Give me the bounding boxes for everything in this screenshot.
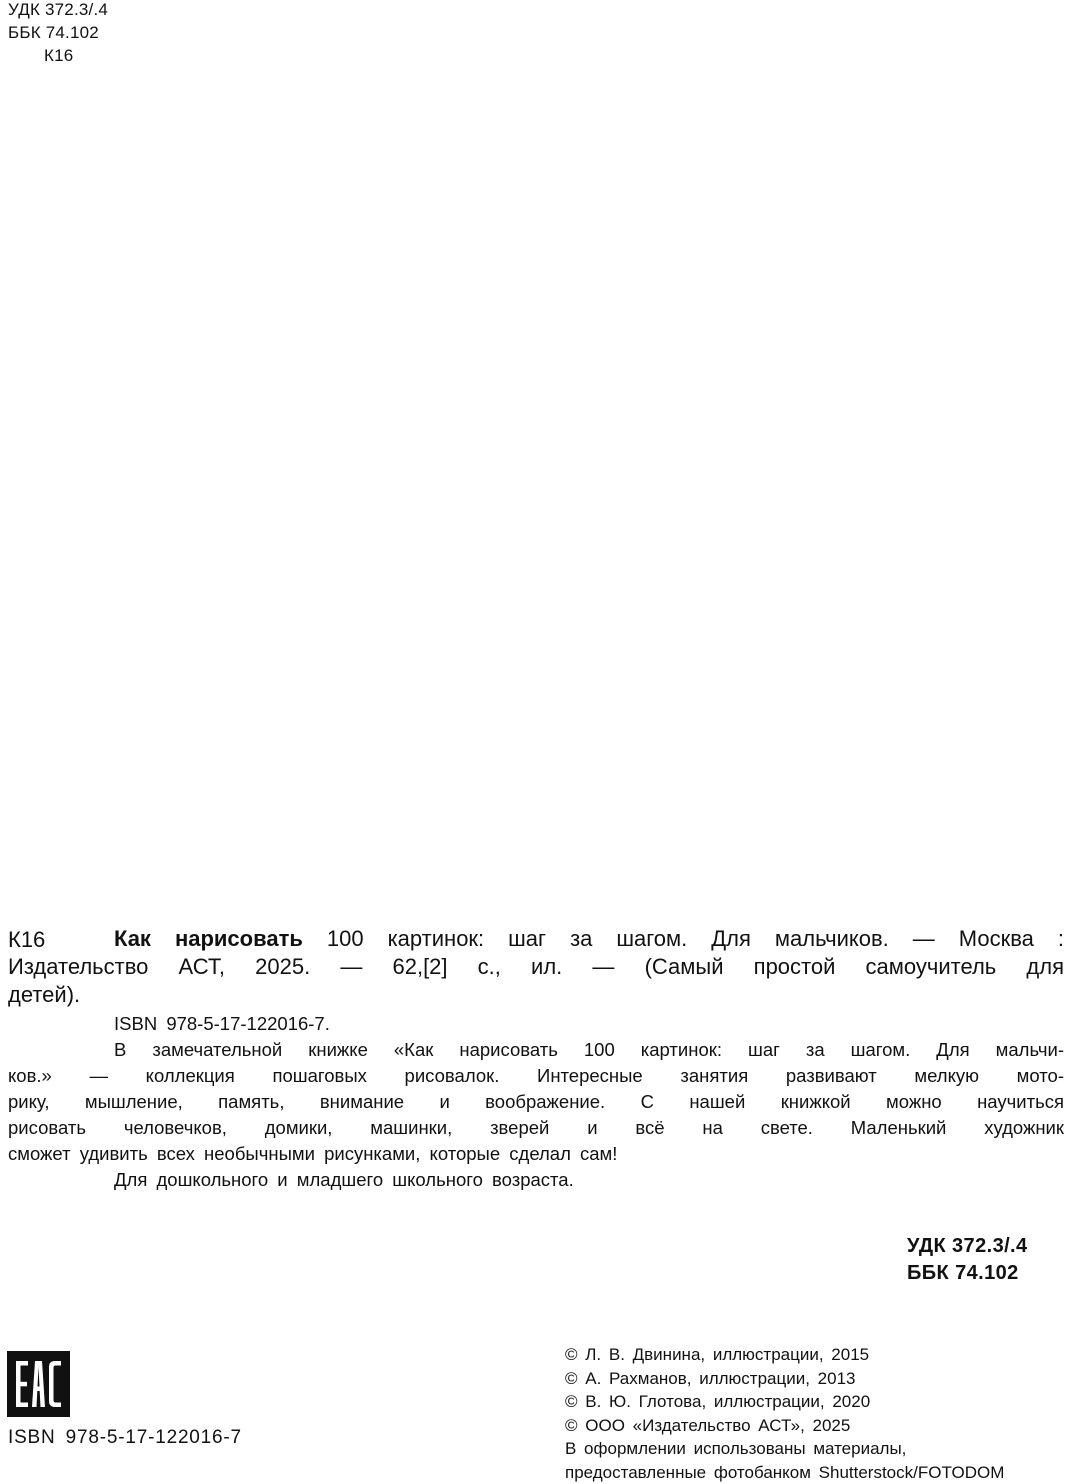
copyright-block: [565, 1343, 1065, 1484]
copyright-line: © В. Ю. Глотова, иллюстрации, 2020: [565, 1390, 1065, 1414]
copyright-line: В оформлении использованы материалы,: [565, 1437, 1065, 1461]
bib-line-2: Издательство АСТ, 2025. — 62,[2] с., ил. — (Самый простой самоучитель для: [8, 953, 1064, 981]
copyright-line: © Л. В. Двинина, иллюстрации, 2015: [565, 1343, 1065, 1367]
copyright-line: © А. Рахманов, иллюстрации, 2013: [565, 1367, 1065, 1391]
bib-line-3: детей).: [8, 981, 1064, 1009]
bibliographic-record: [114, 925, 1064, 1009]
top-classification-codes: [8, 0, 108, 67]
isbn-paragraph: [114, 1011, 1064, 1037]
isbn-bottom: ISBN 978-5-17-122016-7: [8, 1426, 242, 1450]
copyright-line: предоставленные фотобанком Shutterstock/FOTODOM: [565, 1461, 1065, 1484]
bbk-code: ББК 74.102: [907, 1260, 1028, 1287]
description-line-1: В замечательной книжке «Как нарисовать 100 картинок: шаг за шагом. Для мальчи-: [114, 1037, 1064, 1063]
isbn-line: ISBN 978-5-17-122016-7.: [114, 1011, 1064, 1037]
audience-paragraph: [114, 1167, 1064, 1193]
description-line-2: ков.» — коллекция пошаговых рисовалок. Интересные занятия развивают мелкую мото-: [8, 1063, 1064, 1089]
udk-code-top: УДК 372.3/.4: [8, 0, 108, 21]
classification-codes: [907, 1233, 1028, 1287]
description-line-5: сможет удивить всех необычными рисунками, которые сделал сам!: [8, 1141, 1064, 1167]
audience-line: Для дошкольного и младшего школьного возраста.: [114, 1167, 1064, 1193]
book-title: Как нарисовать: [114, 926, 303, 951]
author-mark: К16: [8, 926, 45, 954]
eac-conformity-mark-icon: [7, 1351, 70, 1417]
bib-line-1-rest: 100 картинок: шаг за шагом. Для мальчиков. — Москва :: [327, 926, 1064, 951]
description-line-4: рисовать человечков, домики, машинки, зверей и всё на свете. Маленький художник: [8, 1115, 1064, 1141]
udk-code: УДК 372.3/.4: [907, 1233, 1028, 1260]
bbk-code-top: ББК 74.102: [8, 21, 108, 44]
author-mark-top: К16: [8, 44, 108, 67]
description-paragraph: [114, 1037, 1064, 1167]
bib-line-1: [114, 925, 1064, 953]
copyright-line: © ООО «Издательство АСТ», 2025: [565, 1414, 1065, 1438]
description-line-3: рику, мышление, память, внимание и воображение. С нашей книжкой можно научиться: [8, 1089, 1064, 1115]
annotation-block: [114, 925, 1064, 1193]
